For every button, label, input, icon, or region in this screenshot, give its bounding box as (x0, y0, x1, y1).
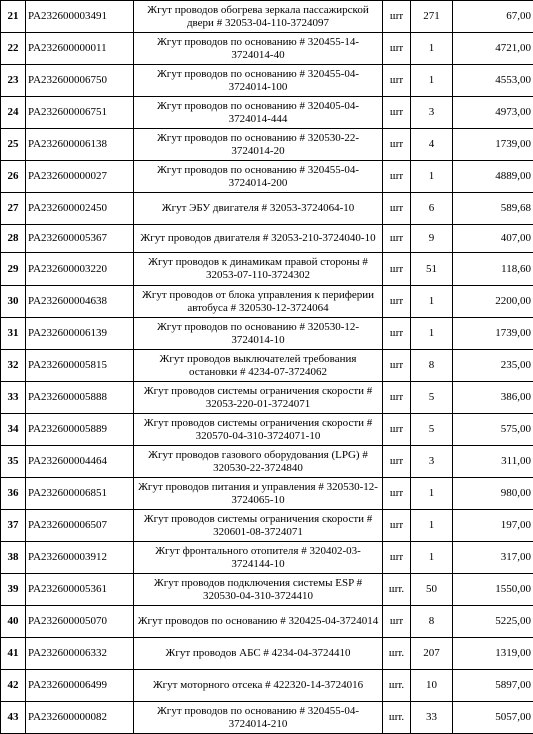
row-number: 25 (1, 129, 26, 161)
table-row (1, 1, 533, 33)
row-number: 24 (1, 97, 26, 129)
item-code: PA232600003491 (26, 1, 134, 33)
table-row (1, 286, 533, 318)
item-price: 5225,00 (453, 606, 533, 638)
row-number: 42 (1, 670, 26, 702)
item-unit: шт (383, 193, 411, 225)
item-code: PA232600005888 (26, 382, 134, 414)
item-price: 575,00 (453, 414, 533, 446)
item-unit: шт (383, 253, 411, 286)
row-number: 26 (1, 161, 26, 193)
table-row (1, 606, 533, 638)
row-number: 36 (1, 478, 26, 510)
item-quantity: 1 (411, 318, 453, 350)
table-row (1, 702, 533, 734)
item-code: PA232600006750 (26, 65, 134, 97)
item-name: Жгут проводов по основанию # 320455-14-3724014-40 (134, 33, 383, 65)
item-unit: шт (383, 129, 411, 161)
item-code: PA232600002450 (26, 193, 134, 225)
item-code: PA232600006507 (26, 510, 134, 542)
row-number: 32 (1, 350, 26, 382)
item-unit: шт (383, 318, 411, 350)
item-unit: шт (383, 225, 411, 253)
table-row (1, 65, 533, 97)
item-quantity: 3 (411, 97, 453, 129)
item-quantity: 10 (411, 670, 453, 702)
item-price: 407,00 (453, 225, 533, 253)
item-name: Жгут проводов от блока управления к периферии автобуса # 320530-12-3724064 (134, 286, 383, 318)
item-name: Жгут проводов подключения системы ESP # 320530-04-310-3724410 (134, 574, 383, 606)
item-name: Жгут проводов по основанию # 320455-04-3724014-200 (134, 161, 383, 193)
item-name: Жгут проводов по основанию # 320530-12-3724014-10 (134, 318, 383, 350)
item-quantity: 8 (411, 350, 453, 382)
item-price: 2200,00 (453, 286, 533, 318)
table-row (1, 318, 533, 350)
item-unit: шт (383, 606, 411, 638)
item-name: Жгут проводов АБС # 4234-04-3724410 (134, 638, 383, 670)
item-code: PA232600004638 (26, 286, 134, 318)
item-code: PA232600005815 (26, 350, 134, 382)
item-quantity: 5 (411, 382, 453, 414)
item-name: Жгут проводов к динамикам правой стороны # 32053-07-110-3724302 (134, 253, 383, 286)
item-unit: шт. (383, 574, 411, 606)
item-price: 235,00 (453, 350, 533, 382)
item-name: Жгут ЭБУ двигателя # 32053-3724064-10 (134, 193, 383, 225)
item-code: PA232600006499 (26, 670, 134, 702)
item-price: 386,00 (453, 382, 533, 414)
item-quantity: 207 (411, 638, 453, 670)
item-name: Жгут проводов обогрева зеркала пассажирской двери # 32053-04-110-3724097 (134, 1, 383, 33)
item-unit: шт (383, 33, 411, 65)
item-quantity: 1 (411, 65, 453, 97)
item-name: Жгут проводов по основанию # 320530-22-3724014-20 (134, 129, 383, 161)
item-code: PA232600000082 (26, 702, 134, 734)
item-code: PA232600005361 (26, 574, 134, 606)
item-code: PA232600006851 (26, 478, 134, 510)
row-number: 39 (1, 574, 26, 606)
item-price: 67,00 (453, 1, 533, 33)
item-quantity: 1 (411, 161, 453, 193)
item-quantity: 8 (411, 606, 453, 638)
item-quantity: 5 (411, 414, 453, 446)
item-name: Жгут проводов питания и управления # 320530-12-3724065-10 (134, 478, 383, 510)
item-unit: шт (383, 510, 411, 542)
item-code: PA232600006138 (26, 129, 134, 161)
row-number: 30 (1, 286, 26, 318)
item-unit: шт (383, 350, 411, 382)
item-name: Жгут проводов по основанию # 320455-04-3724014-100 (134, 65, 383, 97)
item-name: Жгут проводов по основанию # 320405-04-3724014-444 (134, 97, 383, 129)
item-code: PA232600005367 (26, 225, 134, 253)
item-code: PA232600000011 (26, 33, 134, 65)
item-price: 589,68 (453, 193, 533, 225)
item-unit: шт (383, 478, 411, 510)
item-code: PA232600006751 (26, 97, 134, 129)
item-quantity: 1 (411, 286, 453, 318)
item-price: 1550,00 (453, 574, 533, 606)
item-unit: шт (383, 65, 411, 97)
item-name: Жгут проводов по основанию # 320425-04-3724014 (134, 606, 383, 638)
table-row (1, 574, 533, 606)
item-name: Жгут моторного отсека # 422320-14-3724016 (134, 670, 383, 702)
row-number: 22 (1, 33, 26, 65)
table-row (1, 225, 533, 253)
item-name: Жгут проводов газового оборудования (LPG) # 320530-22-3724840 (134, 446, 383, 478)
table-row (1, 414, 533, 446)
item-price: 4553,00 (453, 65, 533, 97)
item-unit: шт (383, 414, 411, 446)
item-quantity: 51 (411, 253, 453, 286)
row-number: 28 (1, 225, 26, 253)
item-quantity: 1 (411, 478, 453, 510)
item-code: PA232600000027 (26, 161, 134, 193)
item-unit: шт (383, 446, 411, 478)
table-row (1, 193, 533, 225)
row-number: 40 (1, 606, 26, 638)
parts-table-body (1, 1, 533, 734)
item-unit: шт. (383, 702, 411, 734)
row-number: 33 (1, 382, 26, 414)
item-name: Жгут проводов системы ограничения скорости # 32053-220-01-3724071 (134, 382, 383, 414)
item-unit: шт (383, 382, 411, 414)
row-number: 29 (1, 253, 26, 286)
item-price: 197,00 (453, 510, 533, 542)
row-number: 34 (1, 414, 26, 446)
item-quantity: 33 (411, 702, 453, 734)
item-unit: шт (383, 97, 411, 129)
item-price: 1319,00 (453, 638, 533, 670)
item-price: 4721,00 (453, 33, 533, 65)
item-price: 1739,00 (453, 129, 533, 161)
item-quantity: 9 (411, 225, 453, 253)
item-name: Жгут фронтального отопителя # 320402-03-3724144-10 (134, 542, 383, 574)
table-row (1, 542, 533, 574)
table-row (1, 33, 533, 65)
row-number: 38 (1, 542, 26, 574)
item-code: PA232600005070 (26, 606, 134, 638)
table-row (1, 638, 533, 670)
item-price: 980,00 (453, 478, 533, 510)
item-code: PA232600006332 (26, 638, 134, 670)
row-number: 27 (1, 193, 26, 225)
item-price: 4889,00 (453, 161, 533, 193)
item-unit: шт. (383, 638, 411, 670)
item-price: 1739,00 (453, 318, 533, 350)
item-name: Жгут проводов системы ограничения скорости # 320570-04-310-3724071-10 (134, 414, 383, 446)
row-number: 41 (1, 638, 26, 670)
table-row (1, 161, 533, 193)
table-row (1, 382, 533, 414)
row-number: 21 (1, 1, 26, 33)
item-price: 5057,00 (453, 702, 533, 734)
item-code: PA232600003220 (26, 253, 134, 286)
item-quantity: 3 (411, 446, 453, 478)
item-code: PA232600004464 (26, 446, 134, 478)
item-unit: шт. (383, 670, 411, 702)
row-number: 23 (1, 65, 26, 97)
table-row (1, 97, 533, 129)
row-number: 37 (1, 510, 26, 542)
item-unit: шт (383, 542, 411, 574)
item-price: 5897,00 (453, 670, 533, 702)
item-quantity: 50 (411, 574, 453, 606)
item-quantity: 1 (411, 33, 453, 65)
table-row (1, 350, 533, 382)
row-number: 43 (1, 702, 26, 734)
table-row (1, 670, 533, 702)
row-number: 35 (1, 446, 26, 478)
item-code: PA232600005889 (26, 414, 134, 446)
item-name: Жгут проводов по основанию # 320455-04-3724014-210 (134, 702, 383, 734)
table-row (1, 129, 533, 161)
item-quantity: 1 (411, 510, 453, 542)
item-price: 4973,00 (453, 97, 533, 129)
item-code: PA232600003912 (26, 542, 134, 574)
item-unit: шт (383, 161, 411, 193)
item-quantity: 271 (411, 1, 453, 33)
item-unit: шт (383, 286, 411, 318)
item-name: Жгут проводов двигателя # 32053-210-3724040-10 (134, 225, 383, 253)
item-price: 317,00 (453, 542, 533, 574)
item-price: 118,60 (453, 253, 533, 286)
row-number: 31 (1, 318, 26, 350)
table-row (1, 253, 533, 286)
item-name: Жгут проводов системы ограничения скорости # 320601-08-3724071 (134, 510, 383, 542)
table-row (1, 446, 533, 478)
item-unit: шт (383, 1, 411, 33)
item-name: Жгут проводов выключателей требования остановки # 4234-07-3724062 (134, 350, 383, 382)
item-quantity: 6 (411, 193, 453, 225)
item-code: PA232600006139 (26, 318, 134, 350)
item-price: 311,00 (453, 446, 533, 478)
item-quantity: 4 (411, 129, 453, 161)
table-row (1, 510, 533, 542)
table-row (1, 478, 533, 510)
item-quantity: 1 (411, 542, 453, 574)
